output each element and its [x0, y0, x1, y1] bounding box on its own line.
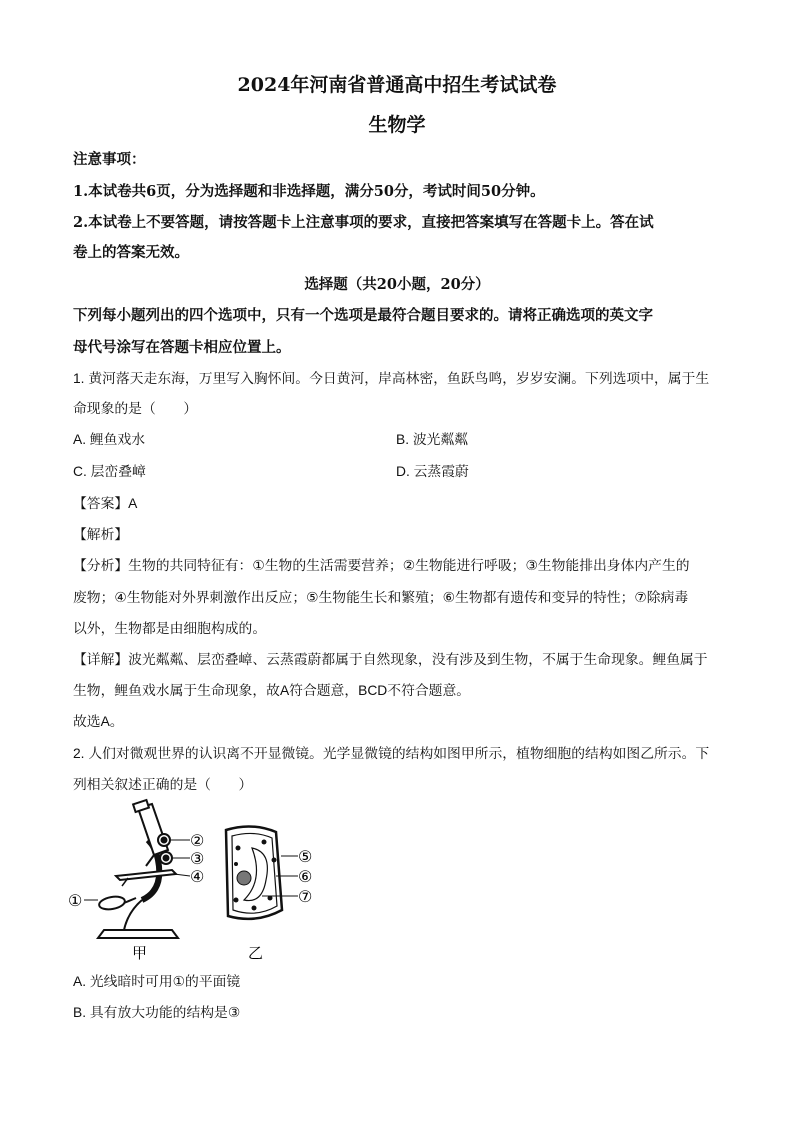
q2-figure — [68, 800, 326, 968]
notice-item-2-line-1: 2.本试卷上不要答题，请按答题卡上注意事项的要求，直接把答案填写在答题卡上。答在试 — [73, 214, 654, 231]
q1-conclusion: 故选A。 — [73, 714, 124, 729]
q2-stem-line-2: 列相关叙述正确的是（ ） — [73, 777, 253, 792]
label-7: ⑦ — [298, 889, 313, 906]
q1-detail-line-2: 生物，鲤鱼戏水属于生命现象，故A符合题意，BCD不符合题意。 — [73, 683, 471, 698]
notice-item-1: 1.本试卷共6页，分为选择题和非选择题，满分50分，考试时间50分钟。 — [73, 183, 545, 200]
q1-fenxi-line-2: 废物；④生物能对外界刺激作出反应；⑤生物能生长和繁殖；⑥生物都有遗传和变异的特性；⑦除病毒 — [73, 590, 689, 605]
q1-option-b: B. 波光粼粼 — [396, 432, 469, 447]
label-1: ① — [68, 893, 83, 910]
q2-option-a: A. 光线暗时可用①的平面镜 — [73, 974, 241, 989]
figure-label-jia: 甲 — [132, 946, 148, 962]
microscope-drawing — [98, 800, 178, 938]
q1-stem-line-2: 命现象的是（ ） — [73, 401, 198, 416]
q1-analysis-heading: 【解析】 — [73, 527, 129, 542]
figure-label-yi: 乙 — [248, 946, 264, 962]
q1-detail-line-1: 【详解】波光粼粼、层峦叠嶂、云蒸霞蔚都属于自然现象，没有涉及到生物，不属于生命现象。鲤鱼属于 — [73, 652, 708, 667]
section-title: 选择题（共20小题，20分） — [304, 276, 490, 293]
q2-stem-line-1: 2. 人们对微观世界的认识离不开显微镜。光学显微镜的结构如图甲所示，植物细胞的结构如图乙所示。下 — [73, 746, 710, 761]
q1-answer: 【答案】A — [73, 496, 138, 511]
label-4: ④ — [190, 869, 205, 886]
notice-heading: 注意事项： — [73, 151, 146, 168]
plant-cell-drawing — [226, 826, 282, 918]
q1-option-c: C. 层峦叠嶂 — [73, 464, 146, 479]
section-instruction-line-2: 母代号涂写在答题卡相应位置上。 — [73, 339, 291, 356]
q2-option-b: B. 具有放大功能的结构是③ — [73, 1005, 241, 1020]
label-6: ⑥ — [298, 869, 313, 886]
q1-fenxi-line-1: 【分析】生物的共同特征有：①生物的生活需要营养；②生物能进行呼吸；③生物能排出身体内产生的 — [73, 558, 690, 573]
label-3: ③ — [190, 851, 205, 868]
q1-option-a: A. 鲤鱼戏水 — [73, 432, 146, 447]
q1-stem-line-1: 1. 黄河落天走东海，万里写入胸怀间。今日黄河，岸高林密，鱼跃鸟鸣，岁岁安澜。下列选项中，属于生 — [73, 371, 710, 386]
section-instruction-line-1: 下列每小题列出的四个选项中，只有一个选项是最符合题目要求的。请将正确选项的英文字 — [73, 307, 653, 324]
q1-option-d: D. 云蒸霞蔚 — [396, 464, 469, 479]
q1-fenxi-line-3: 以外，生物都是由细胞构成的。 — [73, 621, 267, 636]
notice-item-2-line-2: 卷上的答案无效。 — [73, 244, 189, 261]
label-5: ⑤ — [298, 849, 313, 866]
subject-title: 生物学 — [368, 114, 426, 136]
exam-title: 2024年河南省普通高中招生考试试卷 — [237, 74, 557, 96]
label-2: ② — [190, 833, 205, 850]
